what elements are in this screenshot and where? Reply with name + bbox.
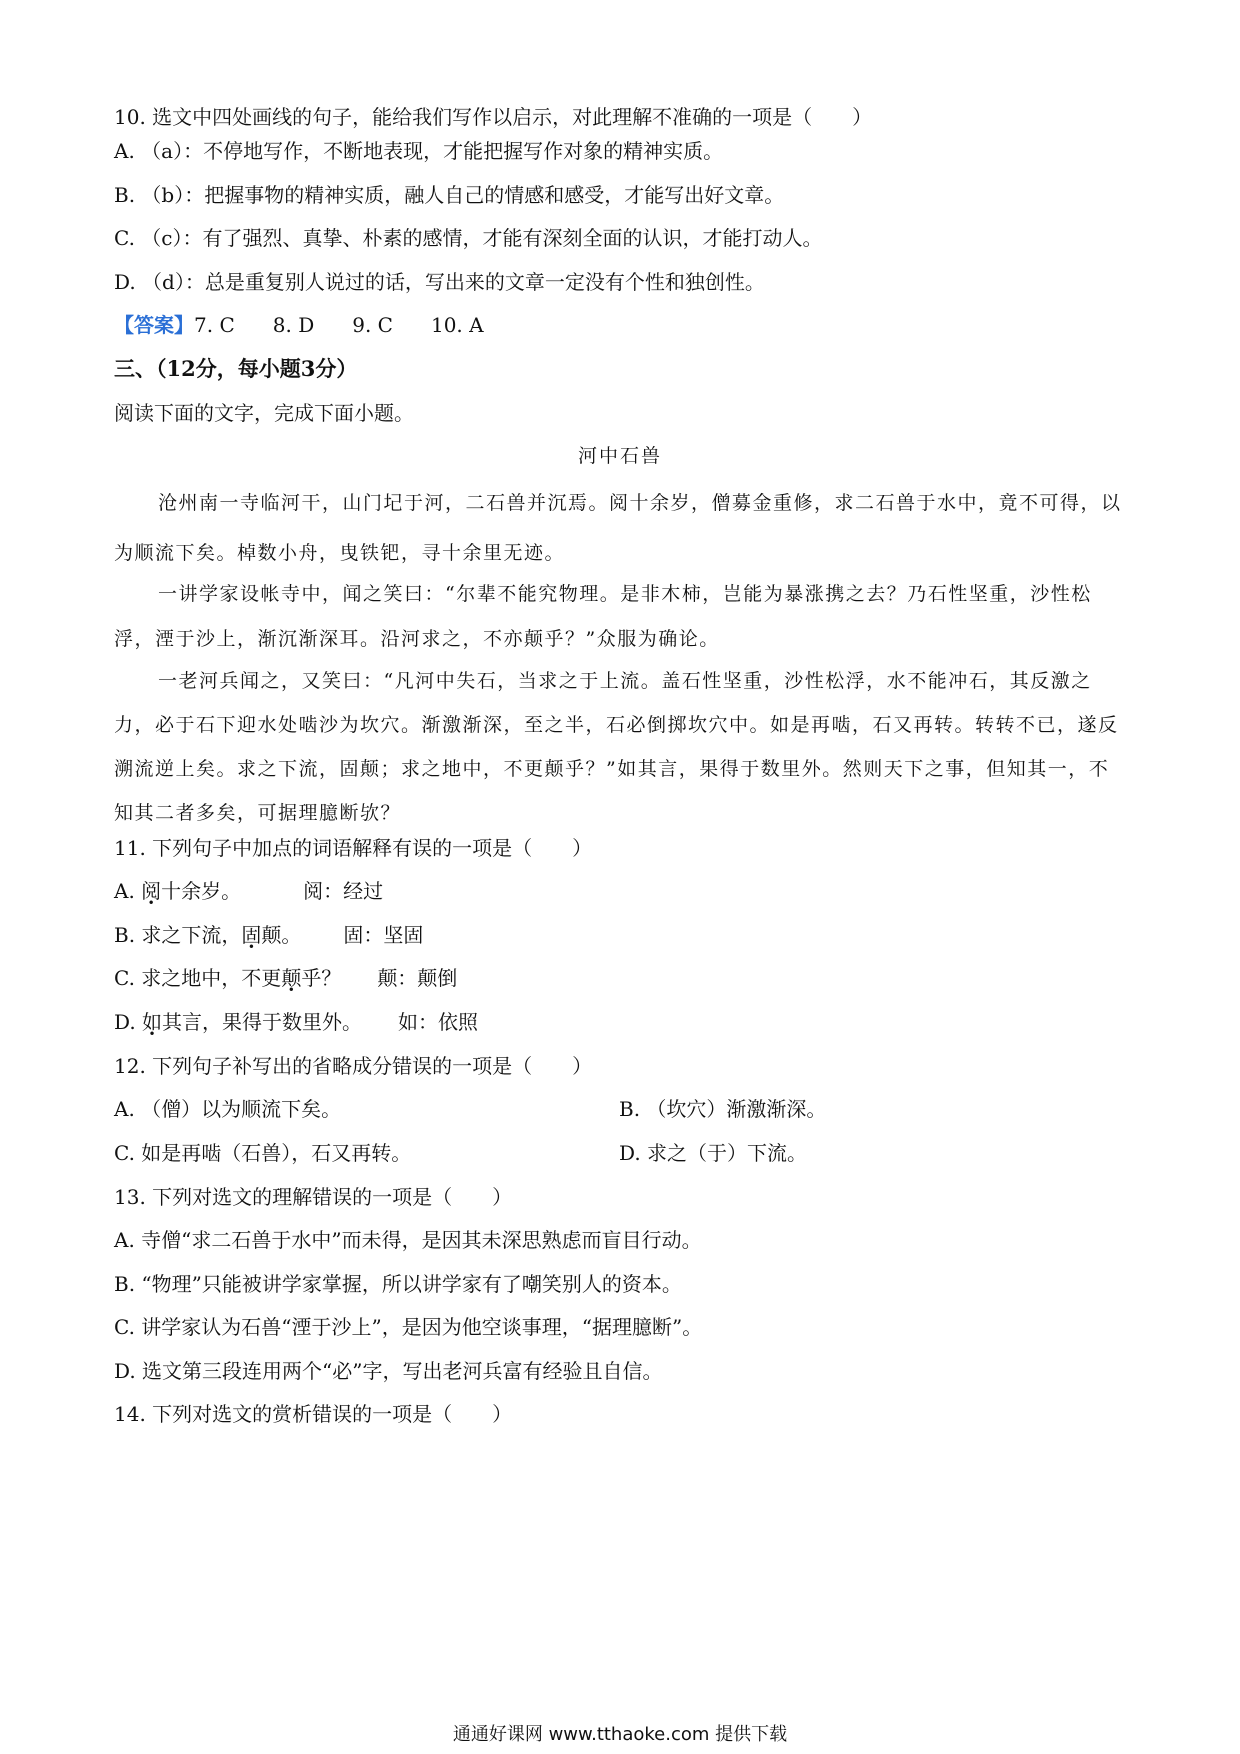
q11-option-d bbox=[114, 1008, 478, 1036]
q12-row-1 bbox=[114, 1095, 1124, 1123]
q13-option-d: D. 选文第三段连用两个“必”字，写出老河兵富有经验且自信。 bbox=[114, 1359, 663, 1383]
section-heading: 三、（12分，每小题3分） bbox=[114, 356, 358, 381]
passage-title: 河中石兽 bbox=[577, 445, 662, 467]
answer-values bbox=[194, 313, 522, 337]
footer-source: 通通好课网 www.tthaoke.com 提供下载 bbox=[452, 1724, 788, 1745]
q11-c-gloss: 颠：颠倒 bbox=[377, 966, 458, 990]
q11-c-part: C. 求之地中，不更 bbox=[114, 966, 282, 990]
q11-option-b bbox=[114, 921, 423, 949]
section-instruction: 阅读下面的文字，完成下面小题。 bbox=[114, 401, 414, 425]
q11-d-part: D. bbox=[114, 1010, 143, 1034]
q11-stem: 11. 下列句子中加点的词语解释有误的一项是（ ） bbox=[114, 836, 593, 860]
q10-option-a: A. （a）：不停地写作，不断地表现，才能把握写作对象的精神实质。 bbox=[114, 139, 724, 163]
q10-option-b: B. （b）：把握事物的精神实质，融人自己的情感和感受，才能写出好文章。 bbox=[114, 183, 785, 207]
q11-b-dotted-word: 固 bbox=[241, 923, 262, 947]
q13-stem: 13. 下列对选文的理解错误的一项是（ ） bbox=[114, 1185, 513, 1209]
q11-a-dotted-word: 阅 bbox=[141, 879, 162, 903]
answer-value: 10. A bbox=[430, 313, 484, 337]
q12-option-d: D. 求之（于）下流。 bbox=[619, 1141, 808, 1165]
answer-tag: 【答案】 bbox=[114, 313, 194, 337]
q10-stem: 10. 选文中四处画线的句子，能给我们写作以启示，对此理解不准确的一项是（ ） bbox=[114, 105, 873, 129]
answer-line bbox=[114, 311, 522, 339]
q11-b-part: 颠。 bbox=[261, 923, 302, 947]
q12-stem: 12. 下列句子补写出的省略成分错误的一项是（ ） bbox=[114, 1054, 593, 1078]
q10-option-c: C. （c）：有了强烈、真挚、朴素的感情，才能有深刻全面的认识，才能打动人。 bbox=[114, 226, 823, 250]
passage-paragraph-3: 一老河兵闻之，又笑曰：“凡河中失石，当求之于上流。盖石性坚重，沙性松浮，水不能冲石，其反激之力，必于石下迎水处啮沙为坎穴。渐激渐深，至之半，石必倒掷坎穴中。如是再啮，石又再转。转转不已，遂反溯流逆上矣。求之下流，固颠；求之地中，不更颠乎？”如其言，果得于数里外。然则天下之事，但知其一，不知其二者多矣，可据理臆断欤？ bbox=[114, 670, 1119, 824]
q11-option-c bbox=[114, 964, 457, 992]
q11-d-gloss: 如：依照 bbox=[398, 1010, 479, 1034]
q11-c-dotted-word: 颠 bbox=[281, 966, 302, 990]
q11-b-part: B. 求之下流， bbox=[114, 923, 242, 947]
q11-a-part: 十余岁。 bbox=[161, 879, 242, 903]
q12-option-a: A. （僧）以为顺流下矣。 bbox=[114, 1097, 342, 1121]
answer-value: 8. D bbox=[272, 313, 315, 337]
q11-a-part: A. bbox=[114, 879, 142, 903]
q14-stem: 14. 下列对选文的赏析错误的一项是（ ） bbox=[114, 1402, 513, 1426]
q12-option-c: C. 如是再啮（石兽），石又再转。 bbox=[114, 1141, 412, 1165]
q11-a-gloss: 阅：经过 bbox=[303, 879, 384, 903]
q11-d-part: 其言，果得于数里外。 bbox=[162, 1010, 363, 1034]
answer-value: 9. C bbox=[352, 313, 393, 337]
q13-option-c: C. 讲学家认为石兽“湮于沙上”，是因为他空谈事理，“据理臆断”。 bbox=[114, 1315, 703, 1339]
q13-option-a: A. 寺僧“求二石兽于水中”而未得，是因其未深思熟虑而盲目行动。 bbox=[114, 1228, 702, 1252]
passage-paragraph-2: 一讲学家设帐寺中，闻之笑曰：“尔辈不能究物理。是非木柿，岂能为暴涨携之去？乃石性坚重，沙性松浮，湮于沙上，渐沉渐深耳。沿河求之，不亦颠乎？”众服为确论。 bbox=[114, 583, 1092, 650]
q11-d-dotted-word: 如 bbox=[142, 1010, 163, 1034]
q11-c-part: 乎？ bbox=[301, 966, 342, 990]
q12-option-b: B. （坎穴）渐激渐深。 bbox=[619, 1097, 827, 1121]
q11-b-gloss: 固：坚固 bbox=[343, 923, 424, 947]
q12-row-2 bbox=[114, 1139, 1124, 1167]
q13-option-b: B. “物理”只能被讲学家掌握，所以讲学家有了嘲笑别人的资本。 bbox=[114, 1272, 682, 1296]
q10-option-d: D. （d）：总是重复别人说过的话，写出来的文章一定没有个性和独创性。 bbox=[114, 270, 765, 294]
answer-value: 7. C bbox=[194, 313, 235, 337]
passage-paragraph-1: 沧州南一寺临河干，山门圮于河，二石兽并沉焉。阅十余岁，僧募金重修，求二石兽于水中，竟不可得，以为顺流下矣。棹数小舟，曳铁钯，寻十余里无迹。 bbox=[114, 492, 1122, 564]
q11-option-a bbox=[114, 877, 383, 905]
